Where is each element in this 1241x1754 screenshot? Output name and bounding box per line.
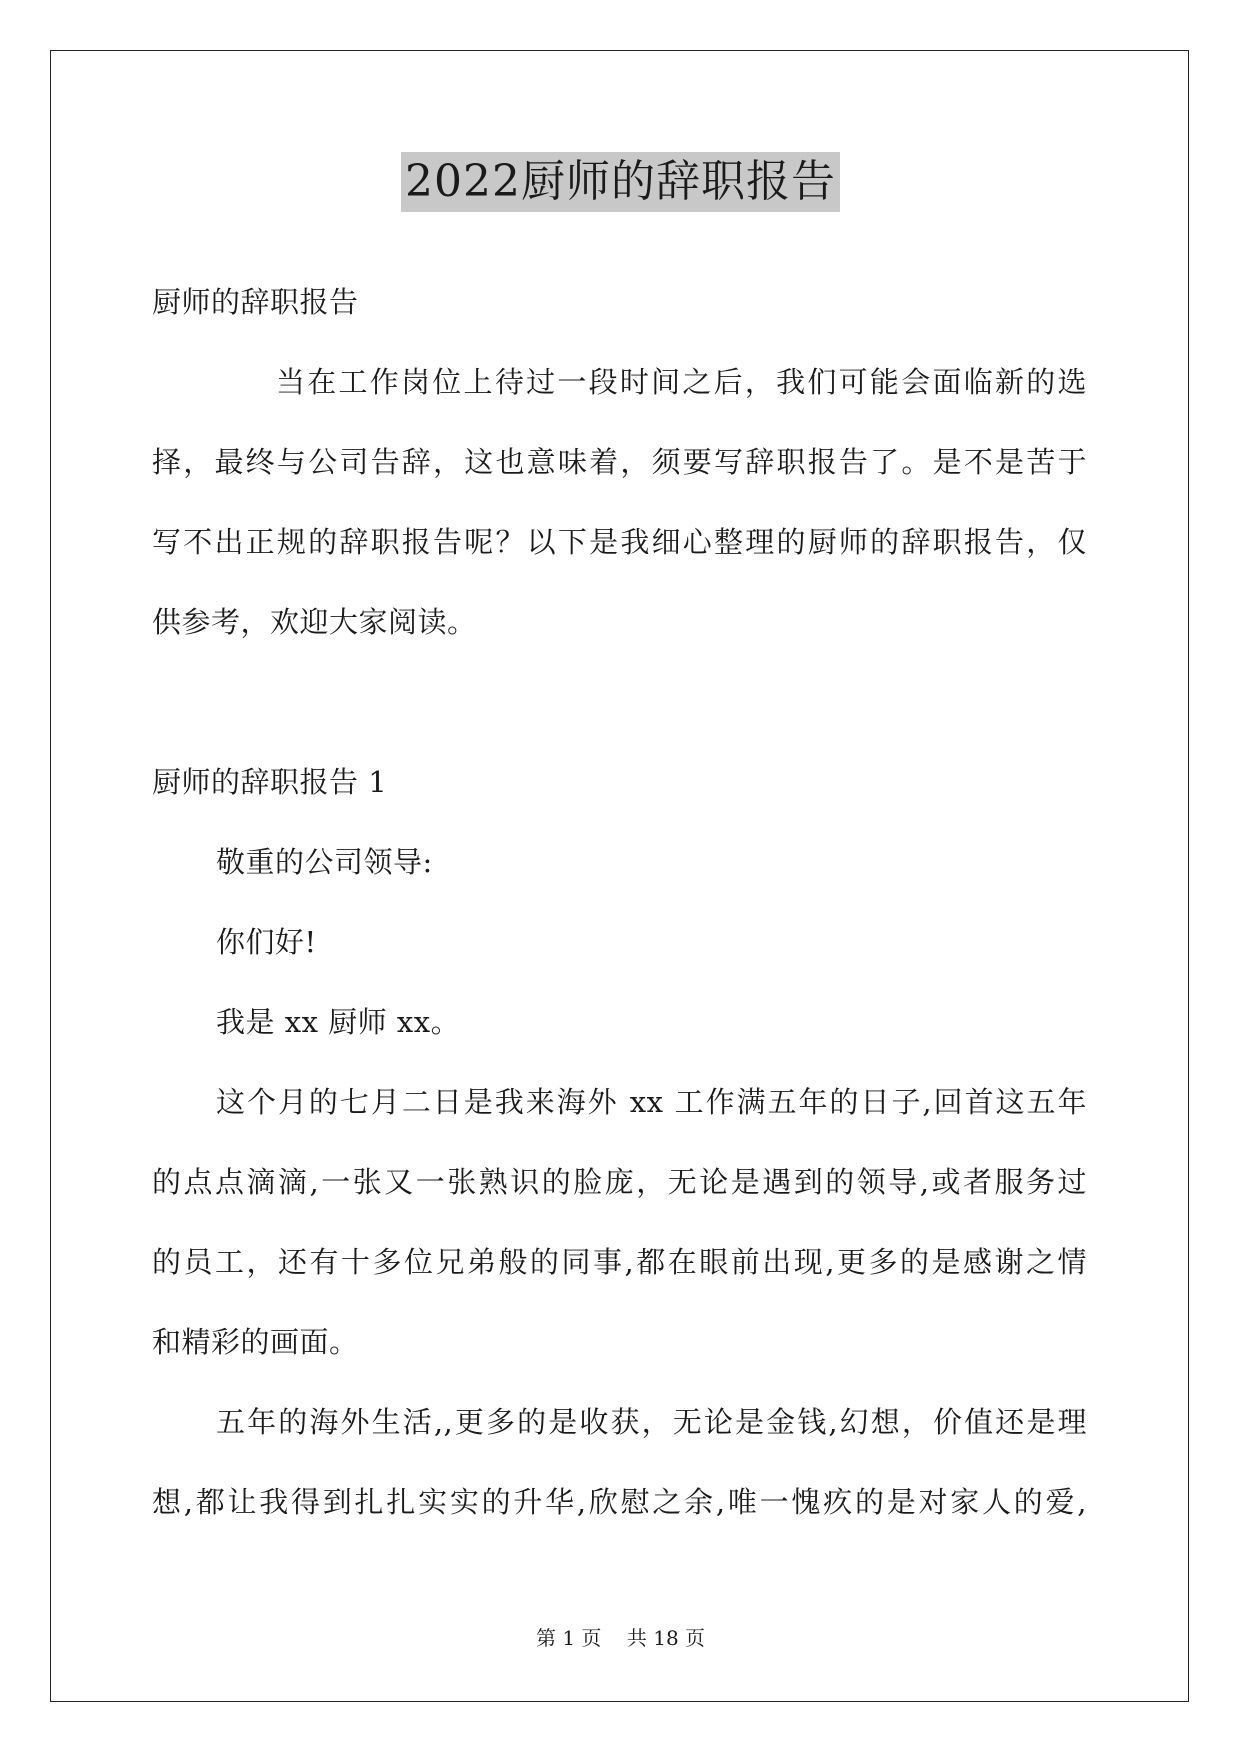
paragraph-line: 和精彩的画面。 [152,1325,359,1359]
intro-line: 当在工作岗位上待过一段时间之后，我们可能会面临新的选 [276,365,1087,399]
intro-heading: 厨师的辞职报告 [152,285,359,319]
paragraph-line: 这个月的七月二日是我来海外 xx 工作满五年的日子,回首这五年 [216,1085,1087,1119]
greeting: 你们好! [216,925,317,959]
intro-line: 写不出正规的辞职报告呢？以下是我细心整理的厨师的辞职报告，仅 [152,525,1087,559]
page-total: 共 18 页 [626,1626,706,1650]
paragraph-line: 的员工，还有十多位兄弟般的同事,都在眼前出现,更多的是感谢之情 [152,1245,1087,1279]
paragraph-line: 的点点滴滴,一张又一张熟识的脸庞，无论是遇到的领导,或者服务过 [152,1165,1087,1199]
salutation: 敬重的公司领导: [216,845,433,879]
self-intro: 我是 xx 厨师 xx。 [216,1005,461,1039]
page-number: 第 1 页 [535,1626,602,1650]
paragraph-line: 五年的海外生活,,更多的是收获，无论是金钱,幻想，价值还是理 [216,1405,1087,1439]
intro-line: 供参考，欢迎大家阅读。 [152,605,477,639]
spacer [152,662,1087,742]
title-container [0,152,1241,212]
page-footer [0,1624,1241,1652]
document-body [152,262,1087,1542]
document-title: 2022厨师的辞职报告 [401,152,840,212]
paragraph-line: 想,都让我得到扎扎实实的升华,欣慰之余,唯一愧疚的是对家人的爱, [152,1485,1087,1519]
intro-line: 择，最终与公司告辞，这也意味着，须要写辞职报告了。是不是苦于 [152,445,1087,479]
section-heading: 厨师的辞职报告 1 [152,765,388,799]
